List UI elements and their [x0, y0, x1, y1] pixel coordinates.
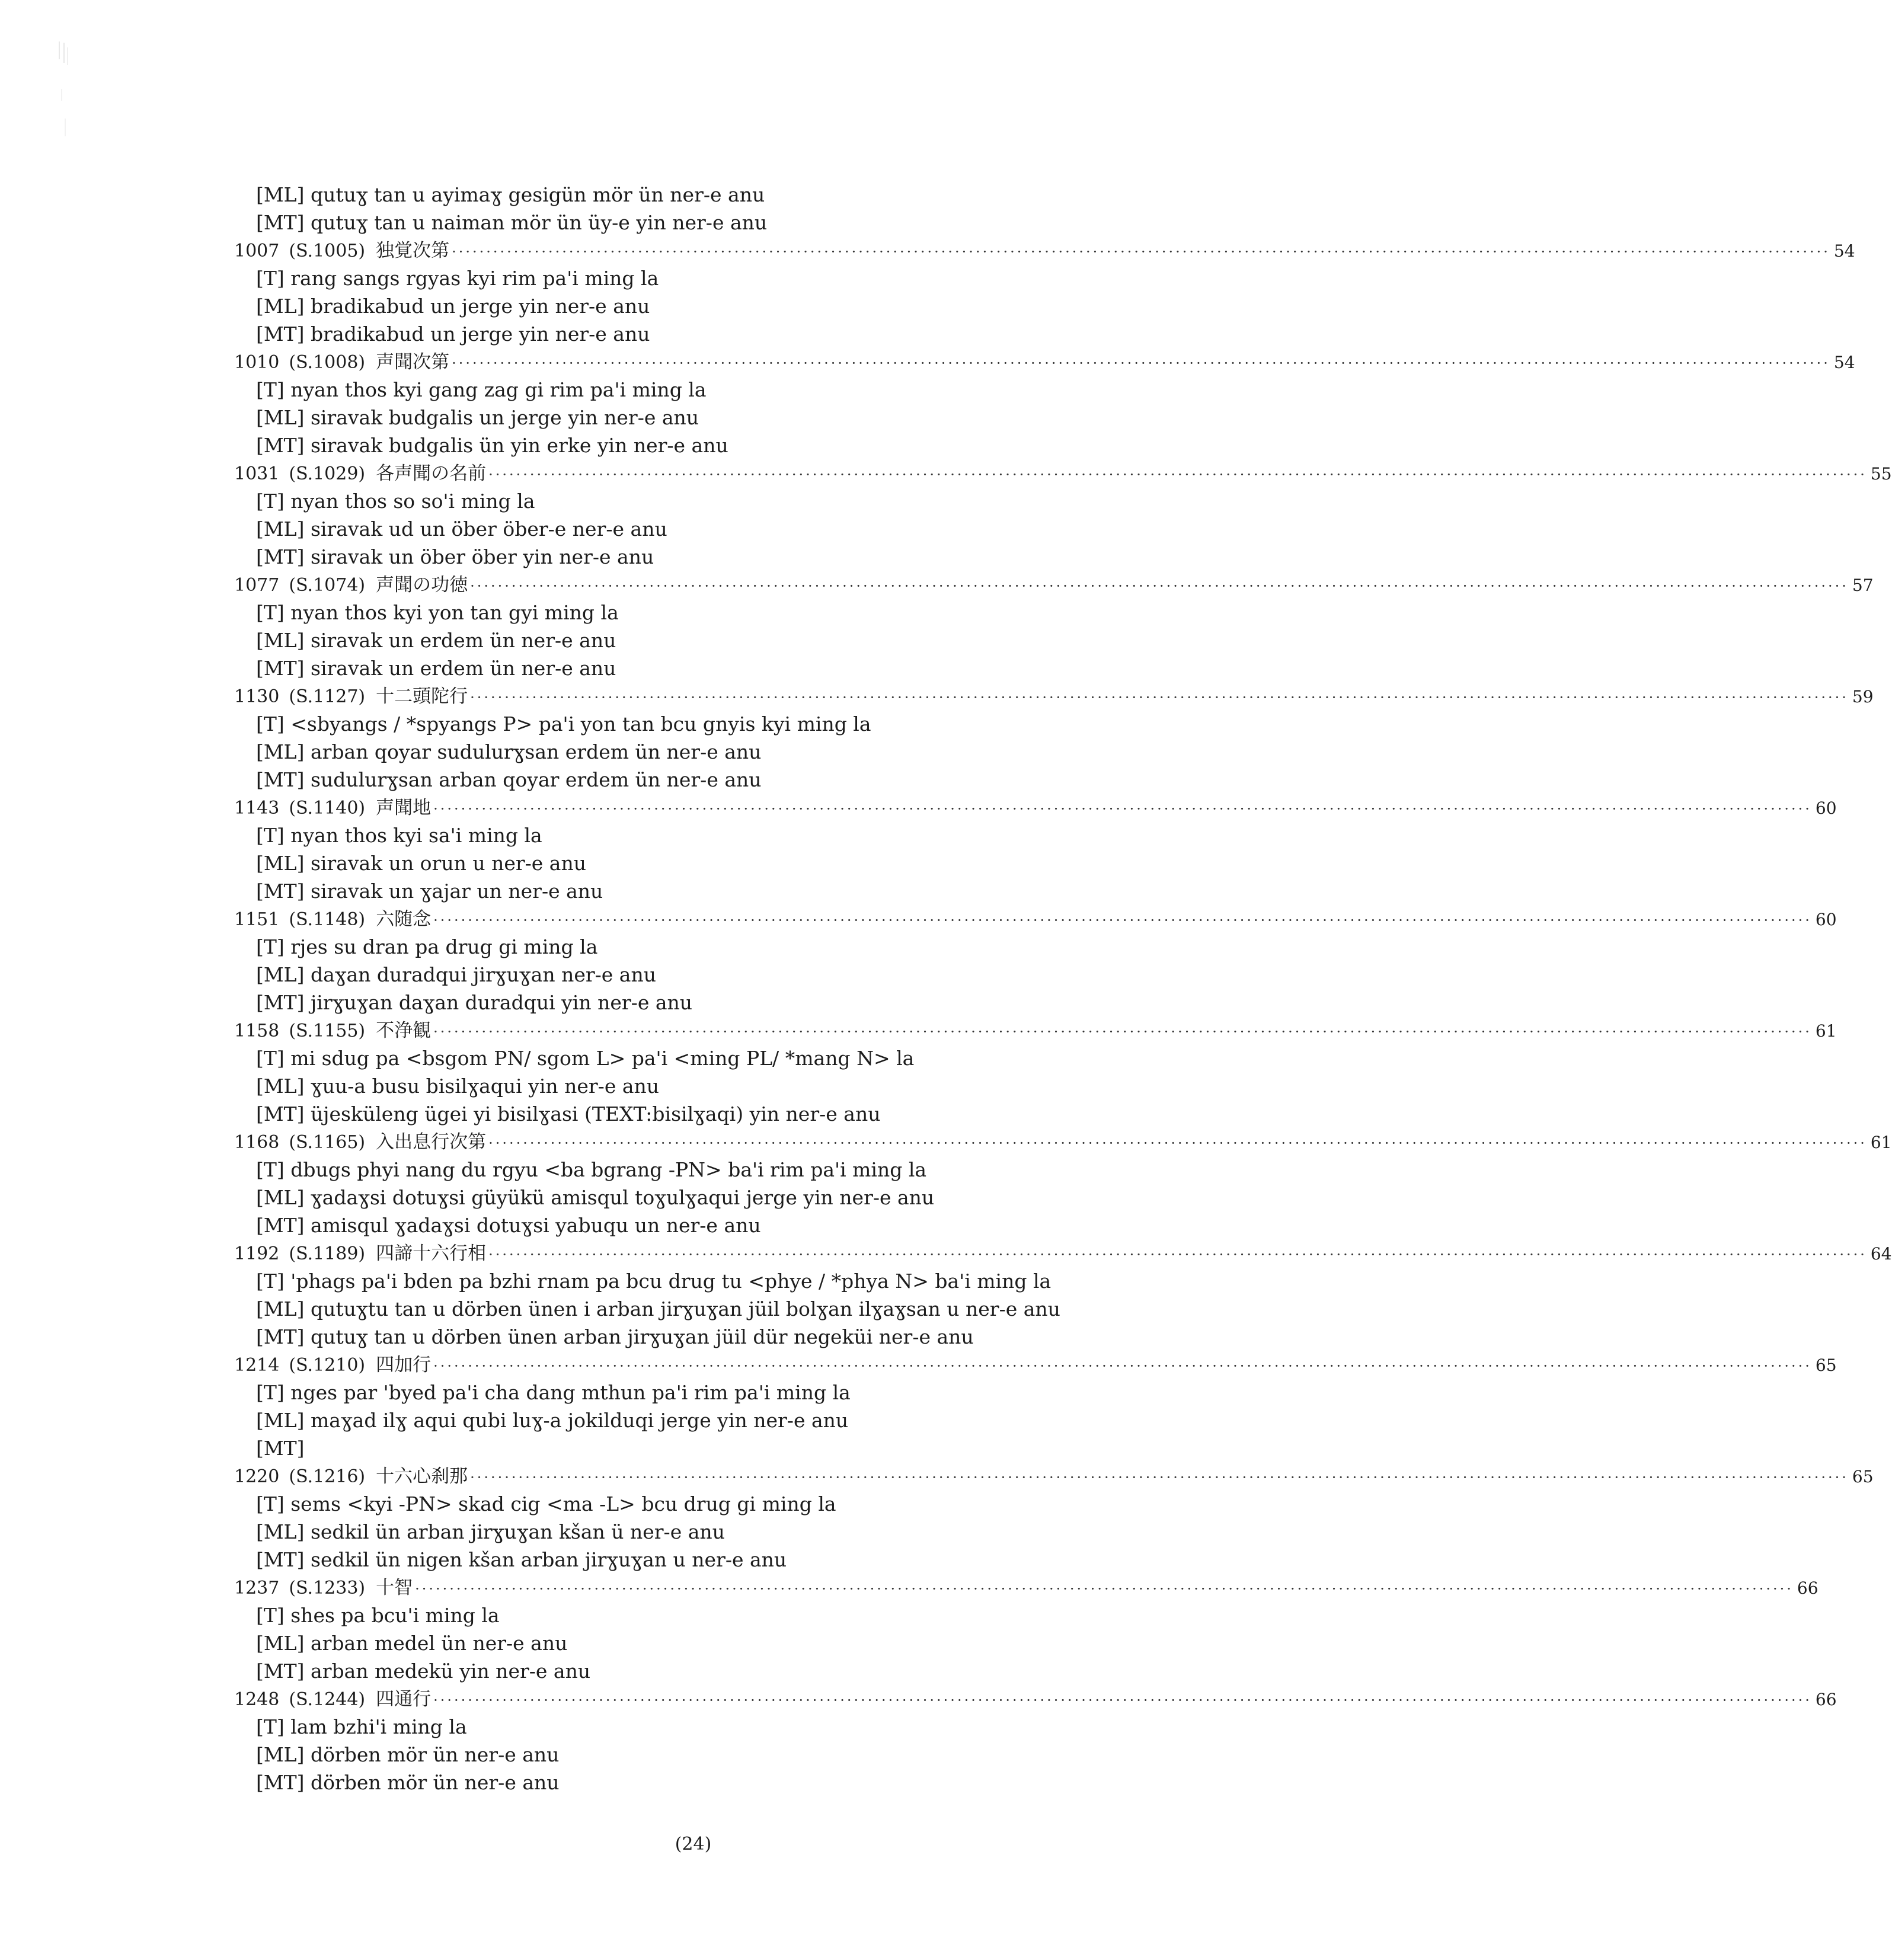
entry-number: 1168: [234, 1132, 280, 1153]
preamble-mt-line: [MT] qutuɣ tan u naiman mör ün üy-e yin ner-e anu: [256, 211, 768, 234]
entry-page-number: 61: [1815, 1021, 1837, 1041]
entry-line: [ML] qutuɣtu tan u dörben ünen i arban jirɣuɣan jüil bolɣan ilɣaɣsan u ner-e anu: [256, 1297, 1060, 1320]
entry-line: [T] dbugs phyi nang du rgyu <ba bgrang -PN> ba'i rim pa'i ming la: [256, 1158, 927, 1181]
entry-page-number: 60: [1815, 798, 1837, 818]
entry-line: [MT] qutuɣ tan u dörben ünen arban jirɣuɣan jüil dür negeküi ner-e anu: [256, 1325, 974, 1348]
entry-source-number: (S.1140): [289, 798, 366, 818]
entry-line: [ML] arban qoyar sudulurɣsan erdem ün ner-e anu: [256, 740, 762, 763]
entry-page-number: 65: [1852, 1467, 1874, 1486]
entry-title: 十二頭陀行: [376, 686, 468, 707]
entry-page-number: 57: [1852, 575, 1874, 595]
entry-number: 1192: [234, 1243, 280, 1264]
entry-line: [T] nyan thos kyi yon tan gyi ming la: [256, 601, 619, 624]
entry-source-number: (S.1165): [289, 1132, 366, 1153]
entry-heading: [234, 1351, 1837, 1379]
leader-dots: ········································································································································································································: [470, 578, 1849, 594]
entry-number: 1130: [234, 686, 280, 707]
entry-line: [T] rjes su dran pa drug gi ming la: [256, 935, 598, 958]
entry-source-number: (S.1127): [289, 686, 366, 707]
page-number: (24): [675, 1834, 712, 1855]
leader-dots: ········································································································································································································: [415, 1581, 1794, 1597]
entry-line: [MT] siravak budgalis ün yin erke yin ner-e anu: [256, 434, 728, 457]
entry-line: [MT] arban medekü yin ner-e anu: [256, 1660, 591, 1683]
entry-line: [MT] siravak un öber öber yin ner-e anu: [256, 545, 654, 568]
entry-line: [MT]: [256, 1437, 305, 1460]
entry-page-number: 61: [1870, 1133, 1892, 1152]
entry-source-number: (S.1210): [289, 1355, 366, 1376]
entry-title: 独覚次第: [376, 240, 450, 261]
entry-title: 十六心刹那: [376, 1466, 468, 1487]
entry-line: [ML] ɣuu-a busu bisilɣaqui yin ner-e anu: [256, 1075, 660, 1098]
leader-dots: ········································································································································································································: [452, 355, 1830, 372]
entry-line: [MT] sedkil ün nigen kšan arban jirɣuɣan u ner-e anu: [256, 1548, 787, 1571]
entry-line: [ML] siravak un erdem ün ner-e anu: [256, 629, 616, 652]
entry-title: 入出息行次第: [376, 1131, 487, 1153]
entry-line: [T] nges par 'byed pa'i cha dang mthun pa'i rim pa'i ming la: [256, 1381, 851, 1404]
entry-page-number: 64: [1870, 1244, 1892, 1264]
leader-dots: ········································································································································································································: [433, 801, 1812, 817]
entry-heading: [234, 1017, 1837, 1044]
entry-line: [ML] sedkil ün arban jirɣuɣan kšan ü ner-e anu: [256, 1520, 725, 1543]
entry-title: 十智: [376, 1577, 413, 1598]
entry-page-number: 55: [1870, 464, 1892, 484]
entry-page-number: 66: [1797, 1578, 1819, 1598]
entry-title: 六随念: [376, 909, 432, 930]
entry-source-number: (S.1005): [289, 241, 366, 261]
entry-heading: [234, 1128, 1892, 1156]
entry-heading: [234, 460, 1892, 487]
entry-line: [T] mi sdug pa <bsgom PN/ sgom L> pa'i <ming PL/ *mang N> la: [256, 1047, 915, 1070]
entry-line: [ML] daɣan duradqui jirɣuɣan ner-e anu: [256, 963, 656, 986]
entry-number: 1010: [234, 352, 280, 373]
entry-source-number: (S.1189): [289, 1243, 366, 1264]
entry-line: [T] nyan thos so so'i ming la: [256, 490, 535, 513]
entry-number: 1158: [234, 1021, 280, 1041]
leader-dots: ········································································································································································································: [433, 912, 1812, 929]
leader-dots: ········································································································································································································: [433, 1692, 1812, 1709]
entry-line: [MT] amisqul ɣadaɣsi dotuɣsi yabuqu un ner-e anu: [256, 1214, 761, 1237]
entry-title: 四諦十六行相: [376, 1243, 487, 1264]
leader-dots: ········································································································································································································: [452, 244, 1830, 260]
entry-line: [MT] üjesküleng ügei yi bisilɣasi (TEXT:bisilɣaqi) yin ner-e anu: [256, 1102, 881, 1126]
entry-heading: [234, 1574, 1819, 1601]
entry-source-number: (S.1074): [289, 575, 366, 596]
entry-title: 声聞次第: [376, 351, 450, 373]
entry-title: 各声聞の名前: [376, 463, 487, 484]
entry-heading: [234, 1686, 1837, 1713]
entry-page-number: 59: [1852, 687, 1874, 706]
entry-number: 1077: [234, 575, 280, 596]
entry-line: [T] lam bzhi'i ming la: [256, 1715, 467, 1738]
entry-source-number: (S.1244): [289, 1689, 366, 1710]
entry-number: 1151: [234, 909, 280, 930]
preamble-ml-line: [ML] qutuɣ tan u ayimaɣ gesigün mör ün ner-e anu: [256, 183, 765, 206]
entry-line: [T] <sbyangs / *spyangs P> pa'i yon tan bcu gnyis kyi ming la: [256, 712, 871, 736]
entry-number: 1214: [234, 1355, 280, 1376]
entry-source-number: (S.1216): [289, 1466, 366, 1487]
entry-heading: [234, 683, 1874, 710]
entry-title: 四通行: [376, 1689, 432, 1710]
entry-number: 1143: [234, 798, 280, 818]
entry-line: [T] rang sangs rgyas kyi rim pa'i ming la: [256, 267, 659, 290]
leader-dots: ········································································································································································································: [470, 689, 1849, 706]
entry-line: [ML] siravak budgalis un jerge yin ner-e anu: [256, 406, 699, 429]
entry-source-number: (S.1148): [289, 909, 366, 930]
entry-line: [MT] dörben mör ün ner-e anu: [256, 1771, 560, 1794]
entry-line: [MT] siravak un ɣajar un ner-e anu: [256, 880, 603, 903]
entry-line: [ML] arban medel ün ner-e anu: [256, 1632, 568, 1655]
scan-margin-marks: [53, 36, 101, 154]
leader-dots: ········································································································································································································: [433, 1358, 1812, 1374]
entry-page-number: 60: [1815, 910, 1837, 929]
entry-title: 四加行: [376, 1354, 432, 1376]
entry-line: [ML] bradikabud un jerge yin ner-e anu: [256, 295, 650, 318]
leader-dots: ········································································································································································································: [488, 1246, 1867, 1263]
entry-source-number: (S.1029): [289, 463, 366, 484]
entry-line: [MT] sudulurɣsan arban qoyar erdem ün ner-e anu: [256, 768, 762, 791]
entry-line: [ML] maɣad ilɣ aqui qubi luɣ-a jokilduqi jerge yin ner-e anu: [256, 1409, 849, 1432]
entry-heading: [234, 1240, 1892, 1267]
entry-page-number: 54: [1833, 353, 1855, 372]
entry-heading: [234, 348, 1855, 376]
entry-page-number: 65: [1815, 1355, 1837, 1375]
entry-number: 1248: [234, 1689, 280, 1710]
entry-line: [MT] siravak un erdem ün ner-e anu: [256, 657, 616, 680]
entry-number: 1007: [234, 241, 280, 261]
leader-dots: ········································································································································································································: [488, 466, 1867, 483]
entry-line: [T] nyan thos kyi gang zag gi rim pa'i ming la: [256, 378, 707, 401]
entry-number: 1237: [234, 1578, 280, 1598]
entry-line: [ML] ɣadaɣsi dotuɣsi güyükü amisqul toɣulɣaqui jerge yin ner-e anu: [256, 1186, 935, 1209]
entry-number: 1220: [234, 1466, 280, 1487]
entry-source-number: (S.1008): [289, 352, 366, 373]
entry-page-number: 54: [1833, 241, 1855, 261]
entry-heading: [234, 571, 1874, 599]
entry-line: [ML] siravak ud un öber öber-e ner-e anu: [256, 517, 667, 541]
entry-title: 声聞地: [376, 797, 432, 818]
entry-line: [T] shes pa bcu'i ming la: [256, 1604, 500, 1627]
entry-line: [T] sems <kyi -PN> skad cig <ma -L> bcu drug gi ming la: [256, 1492, 836, 1515]
leader-dots: ········································································································································································································: [433, 1024, 1812, 1040]
entry-title: 不浄観: [376, 1020, 432, 1041]
entry-heading: [234, 1463, 1874, 1490]
entry-line: [ML] dörben mör ün ner-e anu: [256, 1743, 560, 1766]
entry-heading: [234, 794, 1837, 821]
entry-line: [T] nyan thos kyi sa'i ming la: [256, 824, 542, 847]
entry-line: [T] 'phags pa'i bden pa bzhi rnam pa bcu drug tu <phye / *phya N> ba'i ming la: [256, 1270, 1052, 1293]
entry-heading: [234, 237, 1855, 264]
entry-heading: [234, 906, 1837, 933]
entry-source-number: (S.1155): [289, 1021, 366, 1041]
leader-dots: ········································································································································································································: [488, 1135, 1867, 1152]
leader-dots: ········································································································································································································: [470, 1469, 1849, 1486]
entry-line: [MT] bradikabud un jerge yin ner-e anu: [256, 322, 650, 346]
entry-number: 1031: [234, 463, 280, 484]
entry-line: [ML] siravak un orun u ner-e anu: [256, 852, 586, 875]
entry-line: [MT] jirɣuɣan daɣan duradqui yin ner-e anu: [256, 991, 693, 1014]
entry-source-number: (S.1233): [289, 1578, 366, 1598]
entry-page-number: 66: [1815, 1690, 1837, 1709]
entry-title: 声聞の功徳: [376, 574, 468, 596]
